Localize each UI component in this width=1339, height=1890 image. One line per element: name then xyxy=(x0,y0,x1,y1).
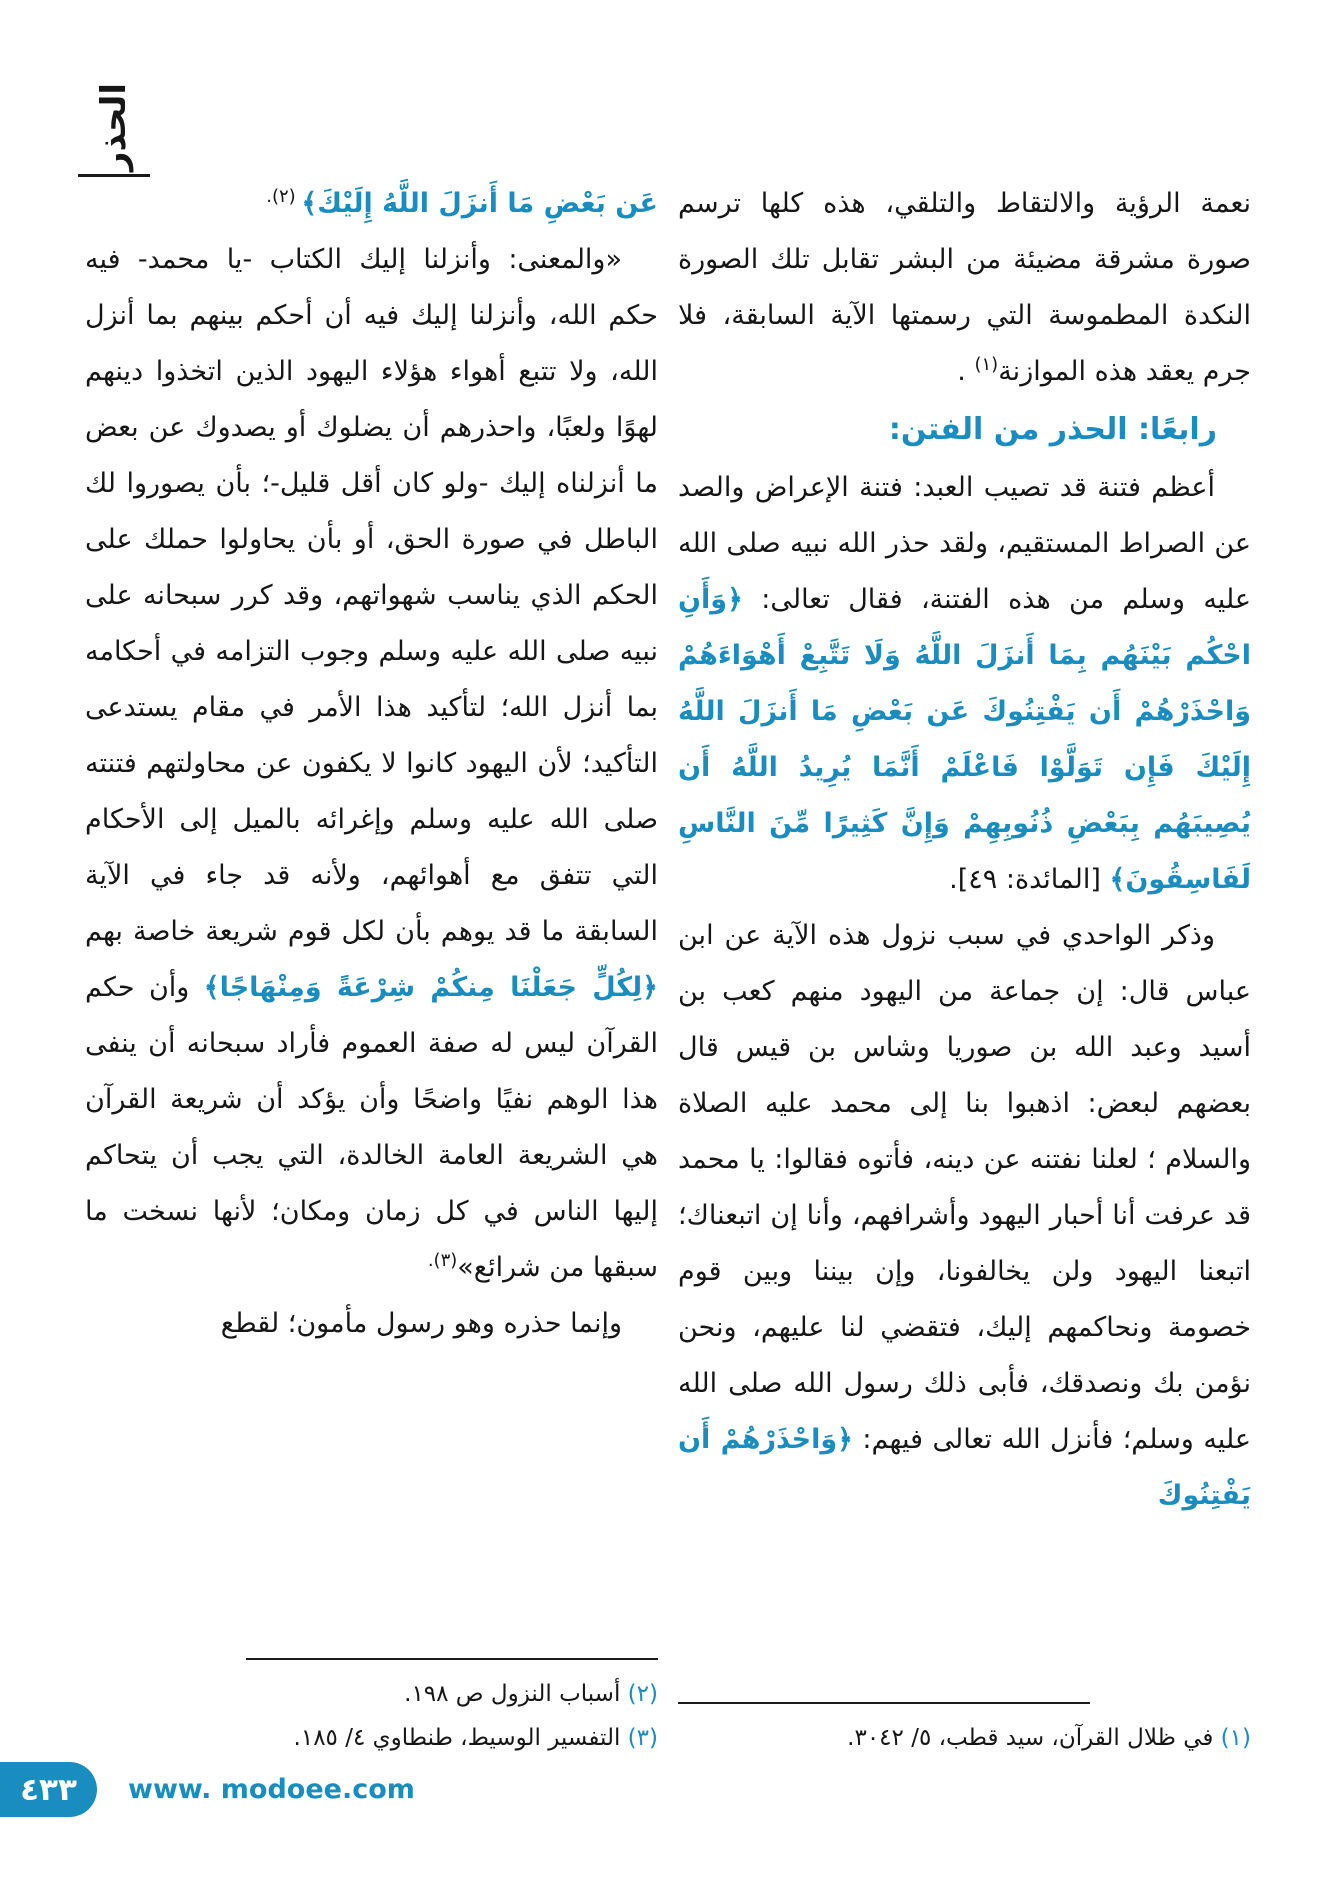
body-text: أعظم فتنة قد تصيب العبد: فتنة الإعراض والصد عن الصراط المستقيم، ولقد حذر الله نبيه صلى الله عليه وسلم من هذه الفتنة، فقال تعالى: xyxy=(678,472,1251,615)
body-text: وأن حكم القرآن ليس له صفة العموم فأراد سبحانه أن ينفى هذا الوهم نفيًا واضحًا وأن يؤكد أن شريعة القرآن هي الشريعة العامة الخالدة، التي يجب أن يتحاكم إليها الناس في كل زمان ومكان؛ لأنها نسخت ما سبقها من شرائع» xyxy=(85,972,658,1283)
column-right xyxy=(678,176,1251,1760)
footnote-3-marker: (٣) xyxy=(627,1725,658,1751)
paragraph-fitna xyxy=(678,460,1251,908)
section-heading: رابعًا: الحذر من الفتن: xyxy=(888,412,1217,447)
body-text: «والمعنى: وأنزلنا إليك الكتاب -يا محمد- فيه حكم الله، وأنزلنا إليك فيه أن أحكم بينهم بما أنزل الله، ولا تتبع أهواء هؤلاء اليهود الذين اتخذوا دينهم لهوًا ولعبًا، واحذرهم أن يضلوك أو يصدوك عن بعض ما أنزلناه إليك -ولو كان أقل قليل-؛ بأن يصوروا لك الباطل في صورة الحق، أو بأن يحاولوا حملك على الحكم الذي يناسب شهواتهم، وقد كرر سبحانه على نبيه صلى الله عليه وسلم وجوب التزامه في أحكامه بما أنزل الله؛ لتأكيد هذا الأمر في مقام يستدعى التأكيد؛ لأن اليهود كانوا لا يكفون عن محاولتهم فتنته صلى الله عليه وسلم وإغرائه بالميل إلى الأحكام التي تتفق مع أهوائهم، ولأنه قد جاء في الآية السابقة ما قد يوهم بأن لكل قوم شريعة خاصة بهم xyxy=(85,244,658,947)
body-text: . xyxy=(957,356,975,387)
quran-verse-maidah-49: ﴿وَأَنِ احْكُم بَيْنَهُم بِمَا أَنزَلَ اللَّهُ وَلَا تَتَّبِعْ أَهْوَاءَهُمْ وَاحْذَرْهُمْ أَن يَفْتِنُوكَ عَن بَعْضِ مَا أَنزَلَ اللَّهُ إِلَيْكَ فَإِن تَوَلَّوْا فَاعْلَمْ أَنَّمَا يُرِيدُ اللَّهُ أَن يُصِيبَهُم بِبَعْضِ ذُنُوبِهِمْ وَإِنَّ كَثِيرًا مِّنَ النَّاسِ لَفَاسِقُونَ﴾ xyxy=(678,584,1251,895)
body-text: نعمة الرؤية والالتقاط والتلقي، هذه كلها ترسم صورة مشرقة مضيئة من البشر تقابل تلك الصورة النكدة المطموسة التي رسمتها الآية السابقة، فلا جرم يعقد هذه الموازنة xyxy=(678,188,1251,387)
footnote-ref-1: (١) xyxy=(974,354,999,375)
footnote-separator xyxy=(246,1658,658,1660)
body-text: وإنما حذره وهو رسول مأمون؛ لقطع xyxy=(220,1308,622,1339)
page-number: ٤٣٣ xyxy=(20,1771,77,1808)
paragraph-wahidi xyxy=(678,908,1251,1524)
page-number-badge xyxy=(0,1762,97,1817)
quran-verse-inline: ﴿لِكُلٍّ جَعَلْنَا مِنكُمْ شِرْعَةً وَمِنْهَاجًا﴾ xyxy=(203,972,658,1003)
paragraph-tafsir xyxy=(85,232,658,1296)
footnote-1-marker: (١) xyxy=(1220,1725,1251,1751)
quran-verse-continued: ﴿وَاحْذَرْهُمْ أَن يَفْتِنُوكَ xyxy=(678,1424,1251,1511)
footnotes-left xyxy=(85,1650,658,1760)
footnote-2 xyxy=(85,1672,658,1716)
paragraph-closing xyxy=(85,1296,658,1352)
page-content xyxy=(85,176,1251,1760)
footnote-separator xyxy=(678,1702,1090,1704)
footnotes-right xyxy=(678,1694,1251,1760)
body-text: وذكر الواحدي في سبب نزول هذه الآية عن ابن عباس قال: إن جماعة من اليهود منهم كعب بن أسيد وعبد الله بن صوريا وشاس بن قيس قال بعضهم لبعض: اذهبوا بنا إلى محمد عليه الصلاة والسلام ؛ لعلنا نفتنه عن دينه، فأتوه فقالوا: يا محمد قد عرفت أنا أحبار اليهود وأشرافهم، وأنا إن اتبعناك؛ اتبعنا اليهود ولن يخالفونا، وإن بيننا وبين قوم خصومة ونحاكمهم إليك، فتقضي لنا عليهم، ونحن نؤمن بك ونصدقك، فأبى ذلك رسول الله صلى الله عليه وسلم؛ فأنزل الله تعالى فيهم: xyxy=(678,920,1251,1455)
footnote-2-text: أسباب النزول ص ١٩٨. xyxy=(404,1681,628,1707)
column-left xyxy=(85,176,658,1760)
running-head-word xyxy=(78,84,150,170)
website-text: www. modoee.com xyxy=(128,1774,415,1805)
footnote-2-marker: (٢) xyxy=(627,1681,658,1707)
footnote-3-text: التفسير الوسيط، طنطاوي ٤/ ١٨٥. xyxy=(293,1725,628,1751)
running-head-title: الحذر xyxy=(94,82,135,172)
verse-continuation-line xyxy=(85,176,658,232)
verse-reference: [المائدة: ٤٩]. xyxy=(949,864,1110,895)
footnote-3 xyxy=(85,1716,658,1760)
footnote-1-text: في ظلال القرآن، سيد قطب، ٥/ ٣٠٤٢. xyxy=(847,1725,1221,1751)
quran-verse-continuation: عَن بَعْضِ مَا أَنزَلَ اللَّهُ إِلَيْكَ﴾ xyxy=(301,188,658,219)
footnote-ref-2: (٢). xyxy=(266,186,302,207)
footnote-1 xyxy=(678,1716,1251,1760)
running-head xyxy=(78,84,150,177)
footnote-ref-3: (٣). xyxy=(427,1250,458,1271)
paragraph-continuation xyxy=(678,176,1251,400)
